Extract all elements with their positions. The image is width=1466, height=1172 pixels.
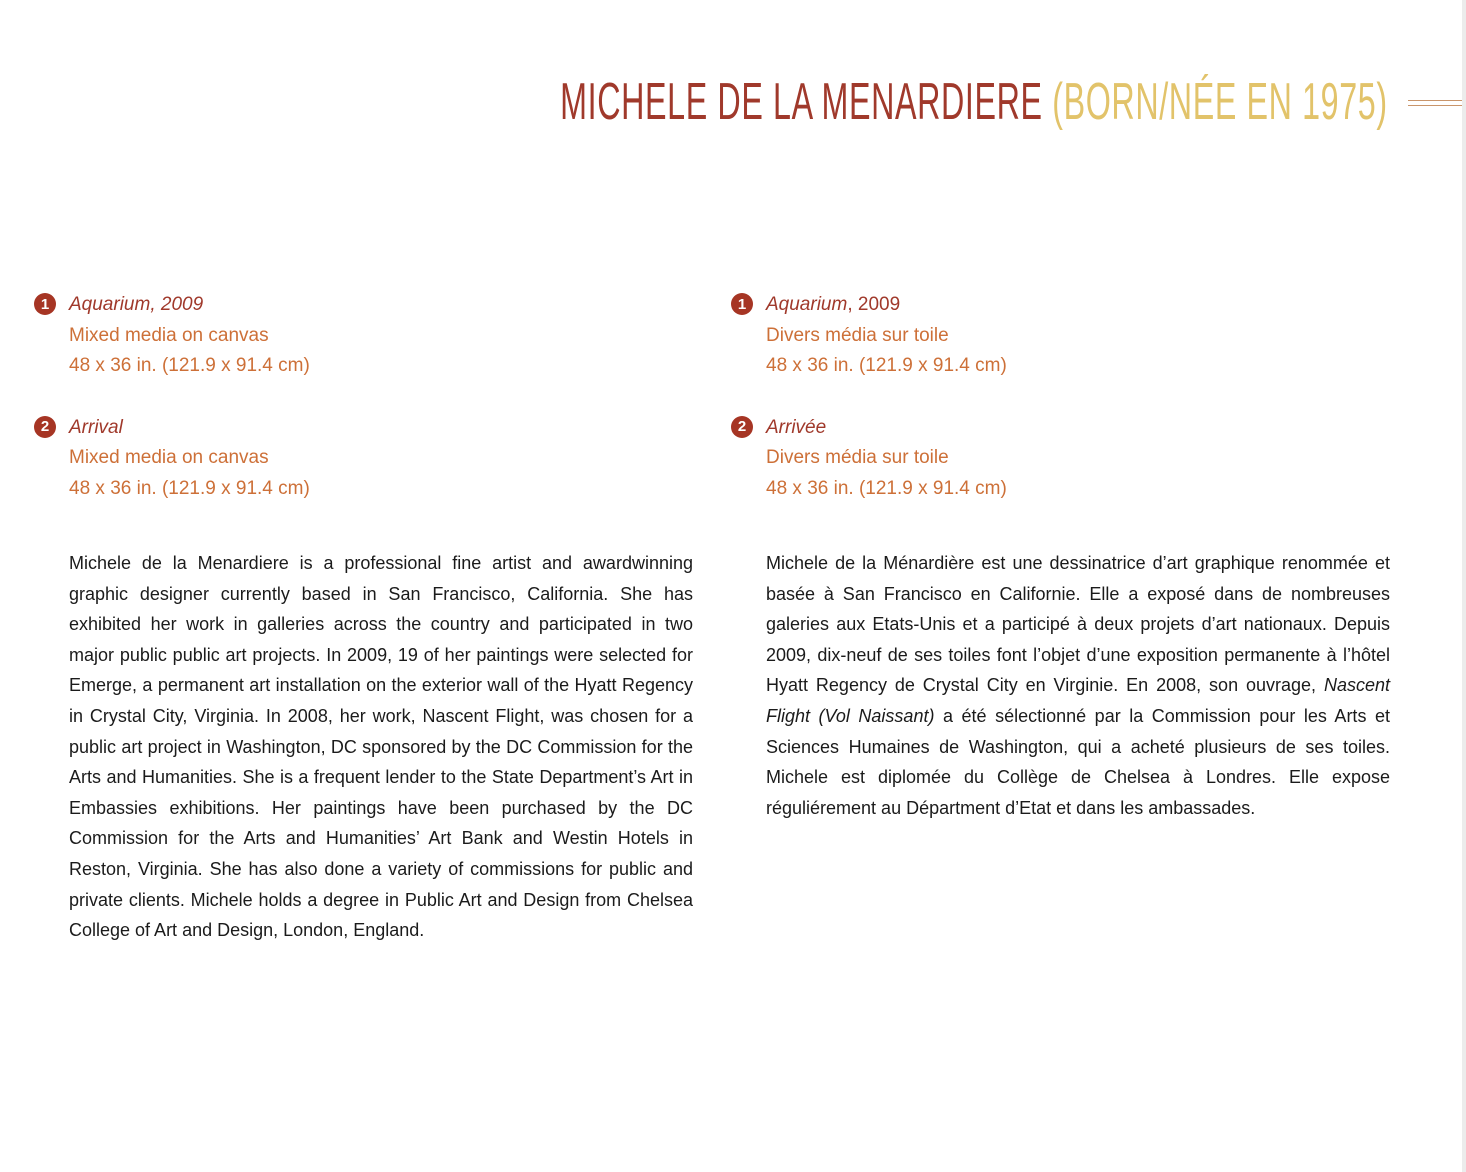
artwork-medium: Mixed media on canvas <box>69 324 269 346</box>
french-bio-text-continued: a été sélectionné par la Commission pour les Arts et Sciences Humaines de Washington, qui a acheté plusieurs de ses toiles. Michele est diplomée du Collège de Chelsea à Londres. Elle expose réguliérement au Départment d’Etat et dans les ambassades. <box>766 705 1390 818</box>
french-bio-artwork-title: Nascent Flight (Vol Naissant) <box>766 675 1390 726</box>
artwork-item <box>731 413 1371 505</box>
artwork-item <box>731 290 1371 382</box>
artwork-medium: Divers média sur toile <box>766 447 949 468</box>
artwork-size: 48 x 36 in. (121.9 x 91.4 cm) <box>69 355 310 376</box>
artwork-size: 48 x 36 in. (121.9 x 91.4 cm) <box>766 355 1007 376</box>
number-badge: 2 <box>34 416 56 438</box>
english-artwork-list <box>34 290 674 535</box>
artwork-size: 48 x 36 in. (121.9 x 91.4 cm) <box>766 477 1007 499</box>
artist-name: MICHELE DE LA MENARDIERE <box>560 73 1043 131</box>
artwork-title: Aquarium, 2009 <box>69 294 204 315</box>
artwork-item <box>34 290 674 382</box>
english-biography: Michele de la Menardiere is a professional fine artist and awardwinning graphic designer currently based in San Francisco, California. She has exhibited her work in galleries across the country and participated in two major public public art projects. In 2009, 19 of her paintings were selected for Emerge, a permanent art installation on the exterior wall of the Hyatt Regency in Crystal City, Virginia. In 2008, her work, Nascent Flight, was chosen for a public art project in Washington, DC sponsored by the DC Commission for the Arts and Humanities. She is a frequent lender to the State Department’s Art in Embassies exhibitions. Her paintings have been purchased by the DC Commission for the Arts and Humanities’ Art Bank and Westin Hotels in Reston, Virginia. She has also done a variety of commissions for public and private clients. Michele holds a degree in Public Art and Design from Chelsea College of Art and Design, London, England. <box>69 553 693 941</box>
french-biography <box>766 548 1390 823</box>
artwork-title: Aquarium <box>766 294 848 315</box>
page-edge <box>1462 0 1466 1172</box>
page-title <box>560 72 1388 132</box>
number-badge: 1 <box>731 293 753 315</box>
number-badge: 1 <box>34 293 56 315</box>
artwork-title-line <box>766 290 1371 321</box>
french-bio-text: Michele de la Ménardière est une dessinatrice d’art graphique renommée et basée à San Francisco en Californie. Elle a exposé dans de nombreuses galeries aux Etats-Unis et a participé à deux projets d’art nationaux. Depuis 2009, dix-neuf de ses toiles font l’objet d’une exposition permanente à l’hôtel Hyatt Regency de Crystal City en Virginie. En 2008, son ouvrage, <box>766 553 1390 696</box>
french-artwork-list <box>731 290 1371 535</box>
artwork-medium: Divers média sur toile <box>766 324 949 346</box>
artwork-year: , 2009 <box>847 294 901 315</box>
title-rule-bottom <box>1408 105 1462 106</box>
artwork-size: 48 x 36 in. (121.9 x 91.4 cm) <box>69 477 310 499</box>
artwork-item <box>34 413 674 505</box>
number-badge: 2 <box>731 416 753 438</box>
artwork-title: Arrival <box>69 416 123 438</box>
title-rule-top <box>1408 100 1462 101</box>
birth-year: (BORN/NÉE EN 1975) <box>1052 73 1388 131</box>
artwork-title: Arrivée <box>766 416 827 438</box>
artwork-medium: Mixed media on canvas <box>69 447 269 468</box>
